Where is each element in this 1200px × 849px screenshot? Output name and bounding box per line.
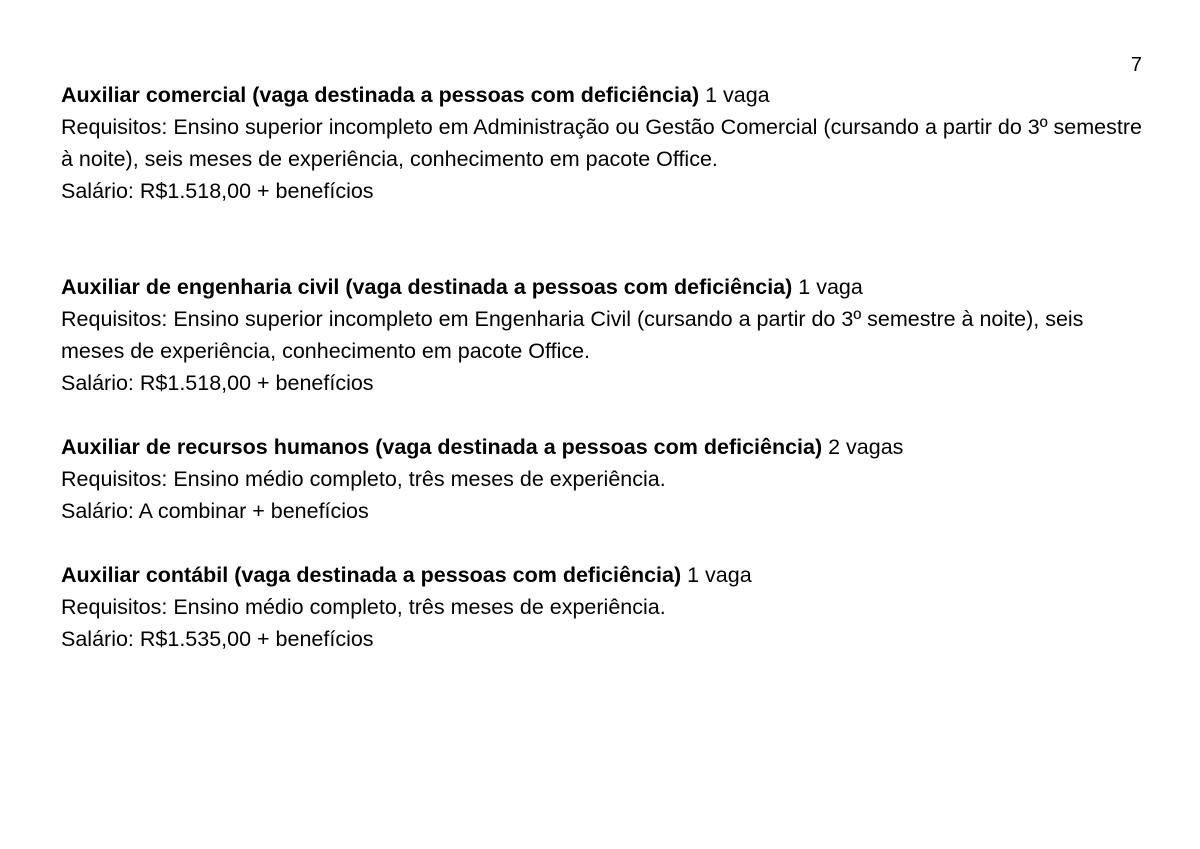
job-openings: 1 vaga: [681, 563, 752, 587]
job-title: Auxiliar comercial (vaga destinada a pessoas com deficiência): [61, 83, 700, 107]
job-heading: [61, 271, 1151, 303]
job-heading: [61, 559, 1151, 591]
job-listing-auxiliar-contabil: [61, 559, 1151, 655]
job-salary: Salário: R$1.535,00 + benefícios: [61, 627, 374, 651]
job-salary: Salário: R$1.518,00 + benefícios: [61, 371, 374, 395]
job-listing-auxiliar-recursos-humanos: [61, 431, 1151, 527]
job-requirements: Requisitos: Ensino médio completo, três meses de experiência.: [61, 467, 666, 491]
job-openings: 1 vaga: [699, 83, 770, 107]
job-salary: Salário: R$1.518,00 + benefícios: [61, 179, 374, 203]
job-heading: [61, 79, 1151, 111]
job-listing-auxiliar-engenharia-civil: [61, 271, 1151, 399]
job-salary: Salário: A combinar + benefícios: [61, 499, 369, 523]
job-openings: 1 vaga: [792, 275, 863, 299]
job-requirements: Requisitos: Ensino médio completo, três meses de experiência.: [61, 595, 666, 619]
job-openings: 2 vagas: [822, 435, 904, 459]
page-number: 7: [1130, 54, 1142, 76]
job-requirements: Requisitos: Ensino superior incompleto em Engenharia Civil (cursando a partir do 3º semestre à noite), seis meses de experiência, conhecimento em pacote Office.: [61, 307, 1084, 363]
job-title: Auxiliar de engenharia civil (vaga destinada a pessoas com deficiência): [61, 275, 793, 299]
job-title: Auxiliar contábil (vaga destinada a pessoas com deficiência): [61, 563, 682, 587]
job-title: Auxiliar de recursos humanos (vaga destinada a pessoas com deficiência): [61, 435, 823, 459]
job-listing-auxiliar-comercial: [61, 79, 1151, 207]
job-heading: [61, 431, 1151, 463]
job-requirements: Requisitos: Ensino superior incompleto em Administração ou Gestão Comercial (cursando a partir do 3º semestre à noite), seis meses de experiência, conhecimento em pacote Office.: [61, 115, 1142, 171]
